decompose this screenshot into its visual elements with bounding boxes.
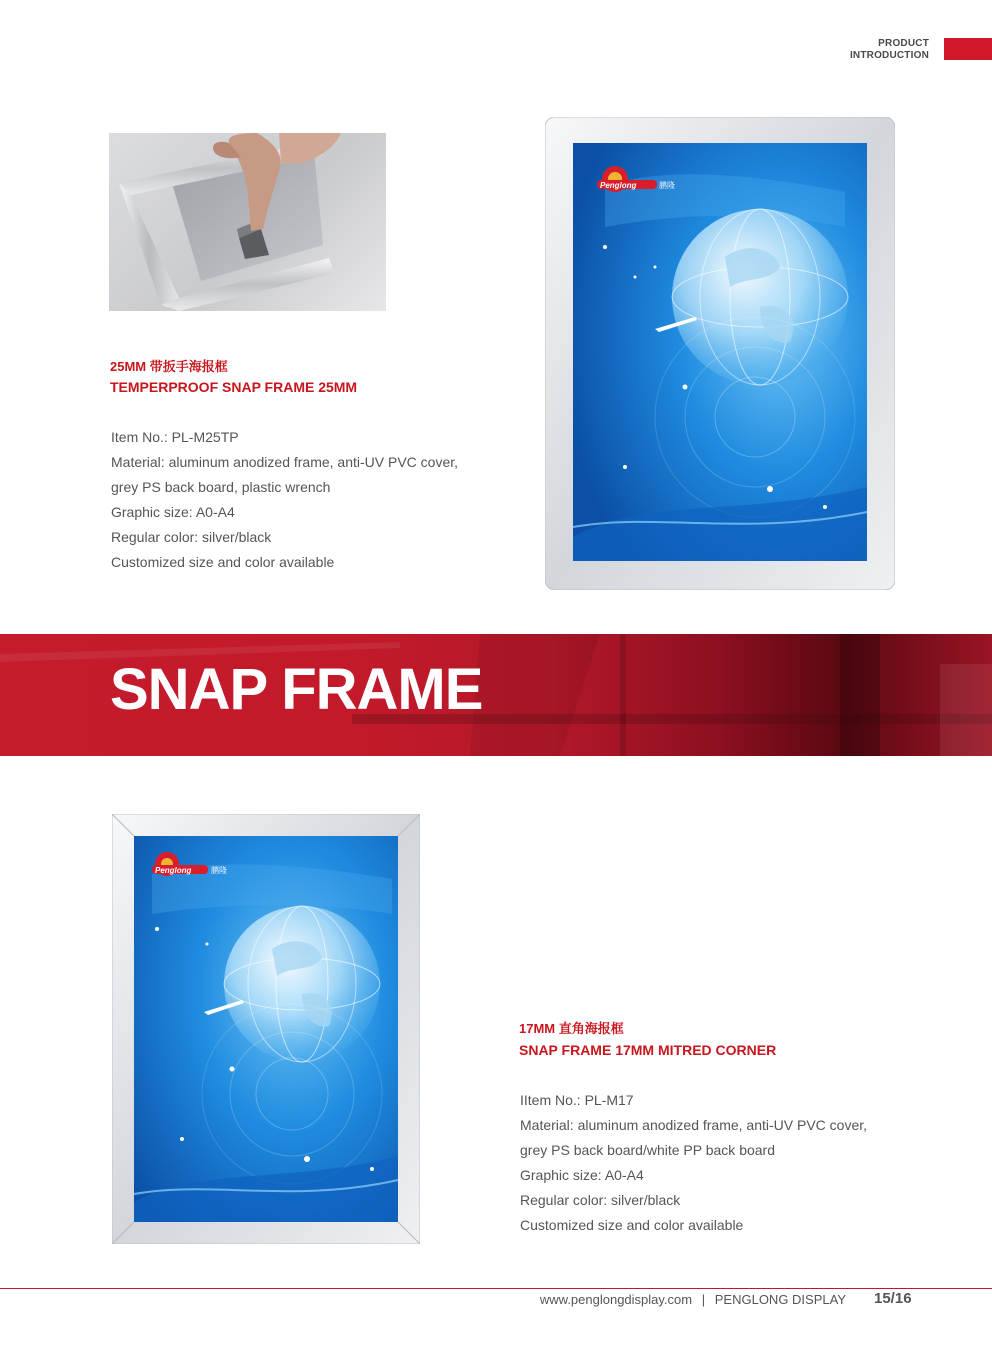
section-label-line1: PRODUCT xyxy=(878,38,929,49)
product2-title-cn: 17MM 直角海报框 xyxy=(519,1021,624,1036)
spec-line: grey PS back board, plastic wrench xyxy=(111,479,331,495)
section-label xyxy=(850,38,929,62)
poster-brand: Penglong xyxy=(155,866,192,875)
spec-line: IItem No.: PL-M17 xyxy=(520,1092,634,1108)
snap-frame-poster-2 xyxy=(112,814,420,1244)
product1-title-cn: 25MM 带扳手海报框 xyxy=(110,359,228,374)
product2-title-en: SNAP FRAME 17MM MITRED CORNER xyxy=(519,1042,777,1058)
spec-line: Customized size and color available xyxy=(111,554,335,570)
product1-title-en: TEMPERPROOF SNAP FRAME 25MM xyxy=(110,379,358,395)
spec-line: Item No.: PL-M25TP xyxy=(111,429,239,445)
spec-line: Regular color: silver/black xyxy=(111,529,272,545)
page-number: 15/16 xyxy=(874,1290,912,1307)
banner-title: SNAP FRAME xyxy=(110,657,483,722)
spec-line: Regular color: silver/black xyxy=(520,1192,681,1208)
spec-line: Graphic size: A0-A4 xyxy=(520,1167,644,1183)
footer-divider xyxy=(0,1288,992,1289)
poster-brand: Penglong xyxy=(600,181,637,190)
footer-separator: | xyxy=(701,1292,706,1307)
footer-website[interactable]: www.penglongdisplay.com xyxy=(539,1292,693,1307)
poster-brand-cn: 鹏隆 xyxy=(211,866,227,875)
footer-company: PENGLONG DISPLAY xyxy=(714,1292,846,1307)
poster-brand-cn: 鹏隆 xyxy=(659,181,675,190)
spec-line: Graphic size: A0-A4 xyxy=(111,504,235,520)
spec-line: Customized size and color available xyxy=(520,1217,744,1233)
snap-frame-poster-1 xyxy=(545,117,895,590)
spec-line: Material: aluminum anodized frame, anti-UV PVC cover, xyxy=(111,454,459,470)
section-accent-bar xyxy=(944,38,992,60)
spec-line: Material: aluminum anodized frame, anti-UV PVC cover, xyxy=(520,1117,868,1133)
spec-line: grey PS back board/white PP back board xyxy=(520,1142,776,1158)
section-label-line2: INTRODUCTION xyxy=(849,50,929,61)
wrench-photo xyxy=(109,133,386,311)
product2-specs xyxy=(520,1088,867,1238)
footer-info xyxy=(540,1292,846,1307)
product1-specs xyxy=(111,425,458,575)
